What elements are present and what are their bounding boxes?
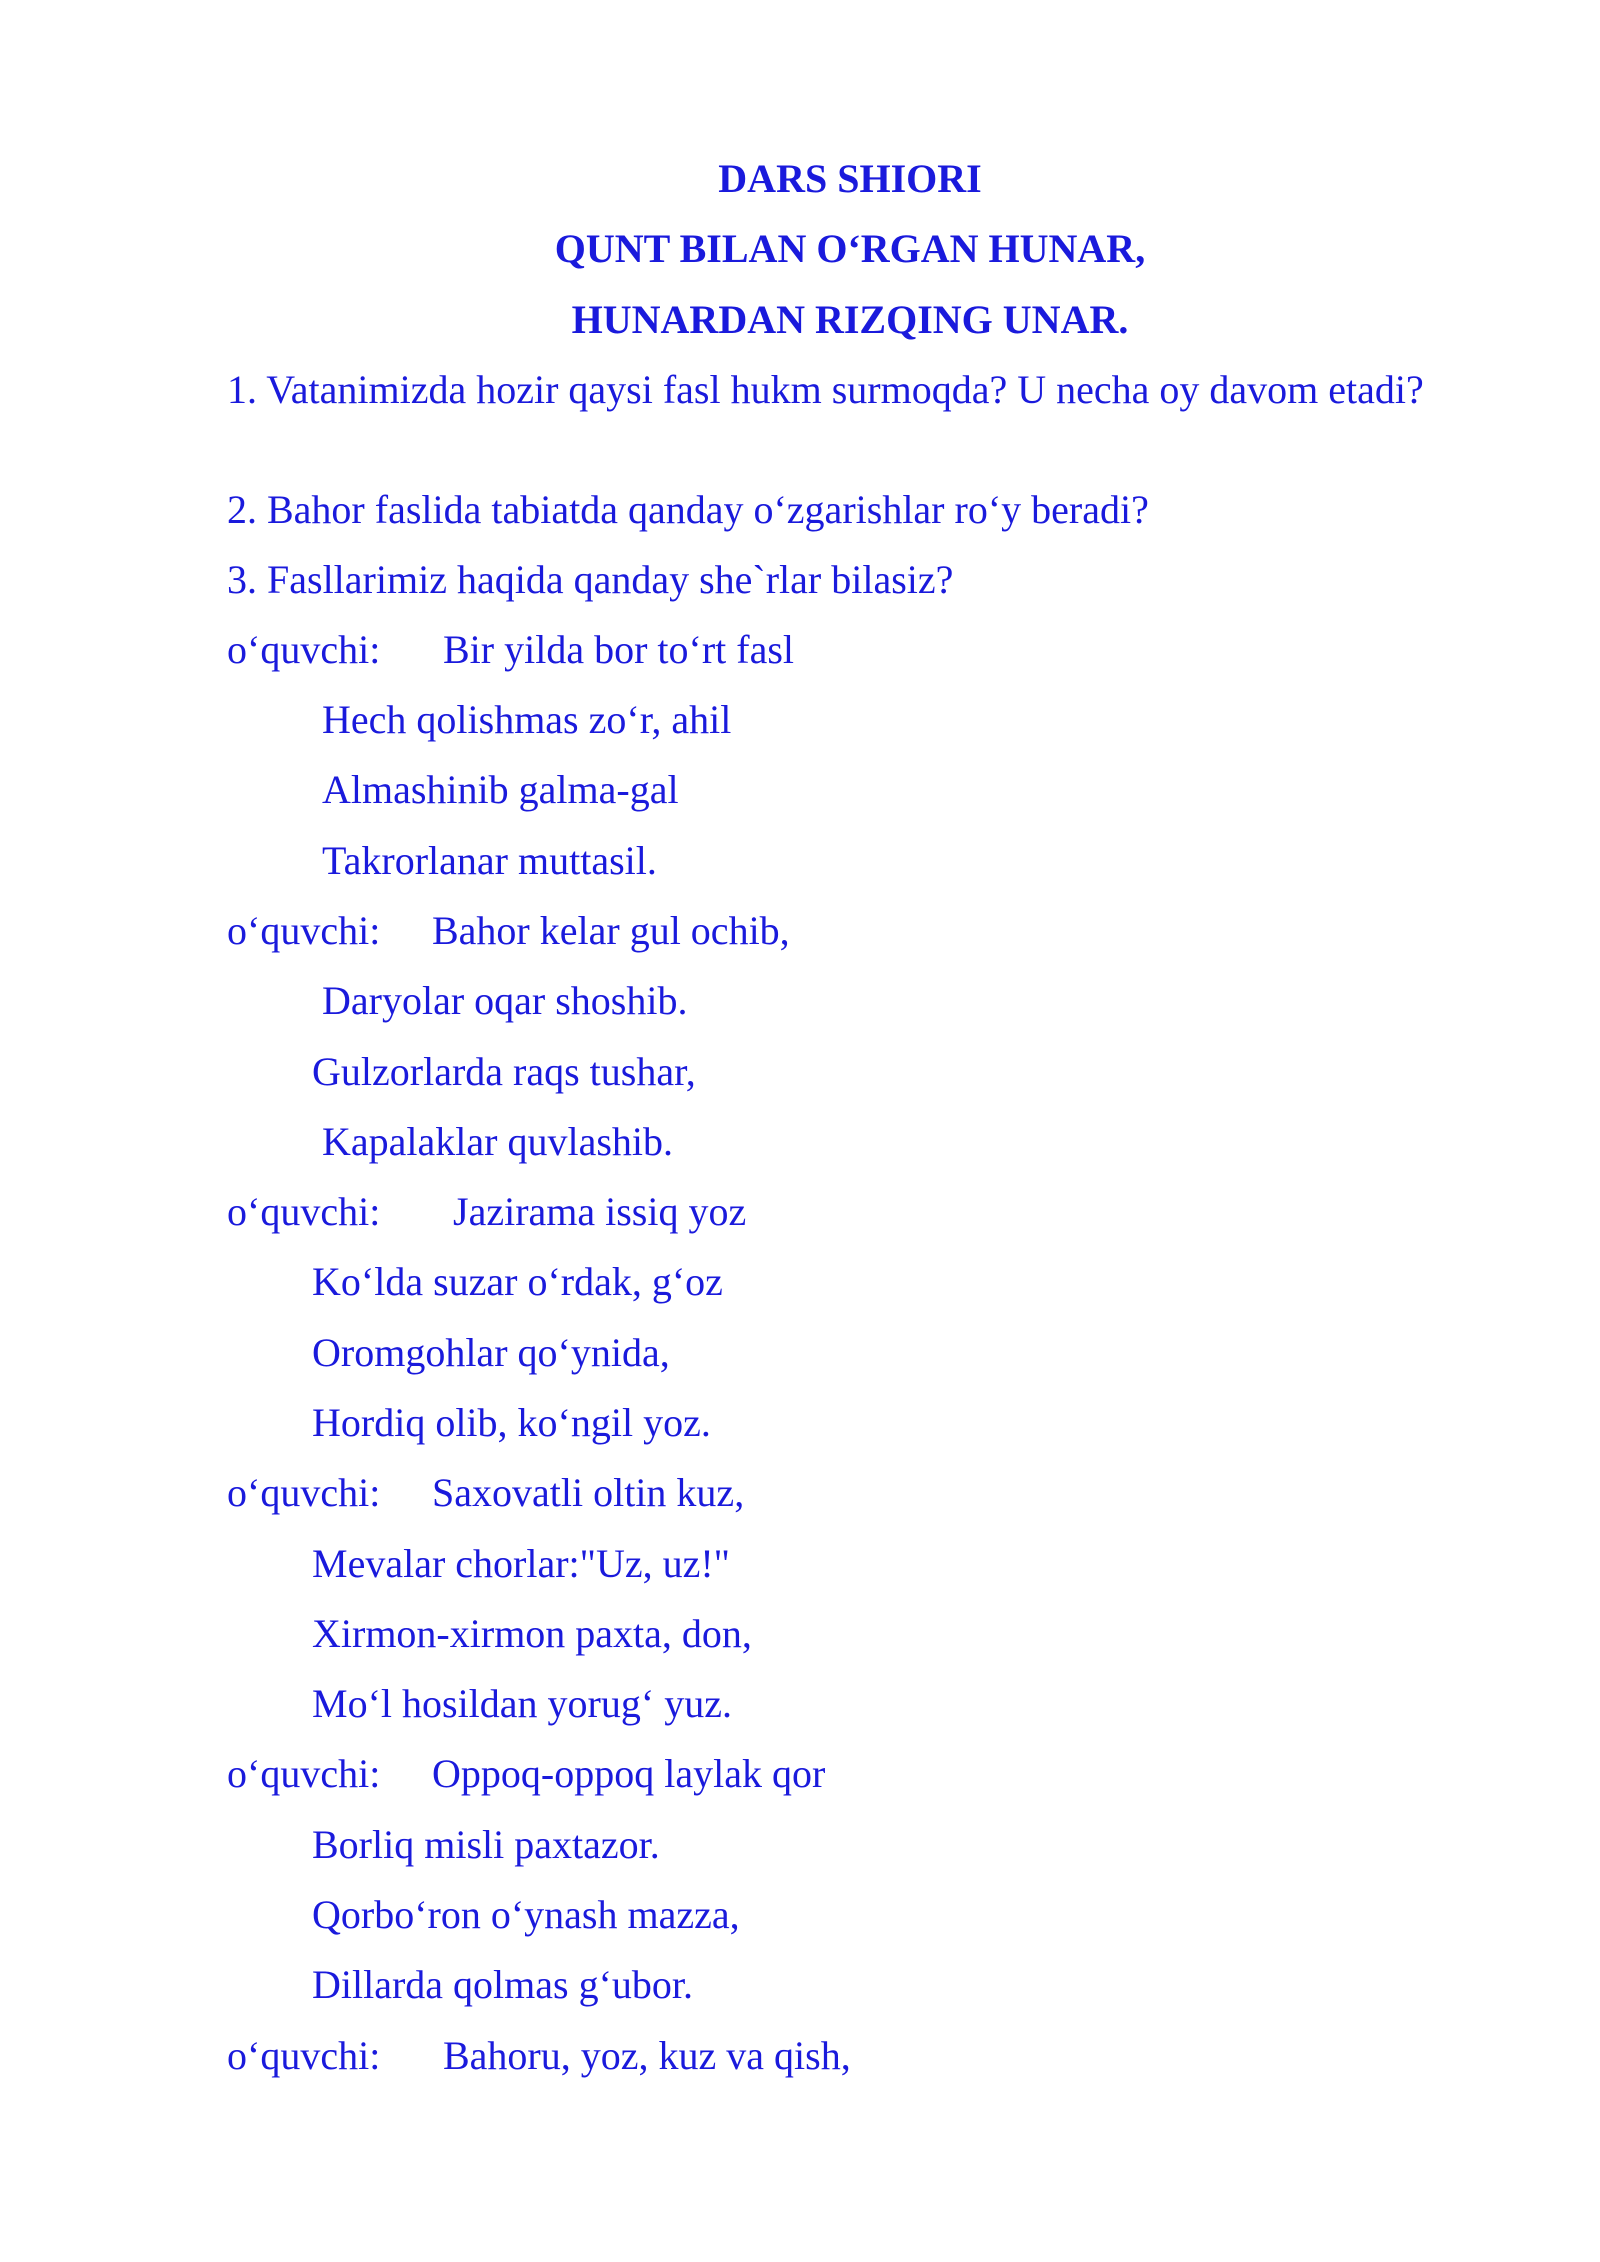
verse-line: Dillarda qolmas g‘ubor. — [312, 1962, 694, 2007]
verse-line: Borliq misli paxtazor. — [312, 1822, 660, 1867]
verse-line: Ko‘lda suzar o‘rdak, g‘oz — [312, 1259, 723, 1304]
heading-motto-line-1: QUNT BILAN O‘RGAN HUNAR, — [554, 226, 1146, 271]
question-1: 1. Vatanimizda hozir qaysi fasl hukm surmoqda? U necha oy davom etadi? — [227, 367, 1424, 412]
heading-motto-line-2: HUNARDAN RIZQING UNAR. — [571, 297, 1129, 342]
speaker-label: o‘quvchi: — [227, 627, 381, 672]
verse-line: Bahor kelar gul ochib, — [432, 908, 790, 953]
verse-line: Mevalar chorlar:"Uz, uz!" — [312, 1541, 731, 1586]
speaker-label: o‘quvchi: — [227, 1751, 381, 1796]
verse-line: Oromgohlar qo‘ynida, — [312, 1330, 670, 1375]
verse-line: Bahoru, yoz, kuz va qish, — [443, 2033, 851, 2078]
speaker-label: o‘quvchi: — [227, 908, 381, 953]
question-2: 2. Bahor faslida tabiatda qanday o‘zgarishlar ro‘y beradi? — [227, 487, 1149, 532]
verse-line: Almashinib galma-gal — [322, 767, 679, 812]
verse-line: Takrorlanar muttasil. — [322, 838, 657, 883]
verse-line: Hech qolishmas zo‘r, ahil — [322, 697, 732, 742]
speaker-label: o‘quvchi: — [227, 1189, 381, 1234]
verse-line: Kapalaklar quvlashib. — [322, 1119, 673, 1164]
verse-line: Daryolar oqar shoshib. — [322, 978, 688, 1023]
verse-line: Gulzorlarda raqs tushar, — [312, 1049, 696, 1094]
verse-line: Oppoq-oppoq laylak qor — [432, 1751, 826, 1796]
heading-dars-shiori: DARS SHIORI — [718, 156, 982, 201]
verse-line: Jazirama issiq yoz — [453, 1189, 747, 1234]
verse-line: Xirmon-xirmon paxta, don, — [312, 1611, 752, 1656]
verse-line: Hordiq olib, ko‘ngil yoz. — [312, 1400, 711, 1445]
speaker-label: o‘quvchi: — [227, 1470, 381, 1515]
verse-line: Mo‘l hosildan yorug‘ yuz. — [312, 1681, 732, 1726]
question-3: 3. Fasllarimiz haqida qanday she`rlar bilasiz? — [227, 557, 954, 602]
verse-line: Bir yilda bor to‘rt fasl — [443, 627, 795, 672]
verse-line: Saxovatli oltin kuz, — [432, 1470, 745, 1515]
speaker-label: o‘quvchi: — [227, 2033, 381, 2078]
verse-line: Qorbo‘ron o‘ynash mazza, — [312, 1892, 740, 1937]
